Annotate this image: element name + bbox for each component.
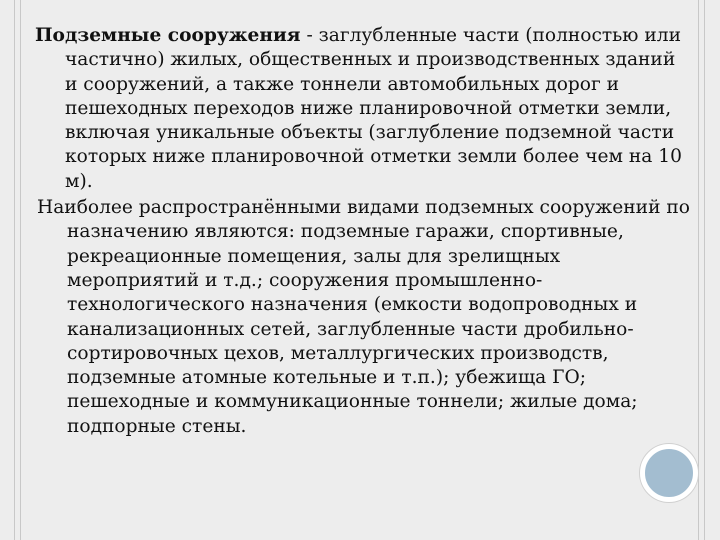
- definition-term: Подземные сооружения: [35, 25, 301, 46]
- left-frame-line: [14, 0, 15, 540]
- decorative-circle: [640, 444, 698, 502]
- right-frame-line: [698, 0, 699, 540]
- right-frame-line-inner: [704, 0, 705, 540]
- definition-text: - заглубленные части (полностью или частично) жилых, общественных и производственных зданий и сооружений, а также тоннели автомобильных дорог и пешеходных переходов ниже планировочной отметки земли, включая уникальные объекты (заглубление подземной части которых ниже планировочной отметки земли более чем на 10 м).: [65, 25, 682, 192]
- types-text: Наиболее распространёнными видами подземных сооружений по назначению являются: подземные гаражи, спортивные, рекреационные помещения, залы для зрелищных мероприятий и т.д.; сооружения промышленно-технологического назначения (емкости водопроводных и канализационных сетей, заглубленные части дробильно-сортировочных цехов, металлургических производств, подземные атомные котельные и т.п.); убежища ГО; пешеходные и коммуникационные тоннели; жилые дома; подпорные стены.: [37, 197, 690, 437]
- types-paragraph: [35, 196, 690, 439]
- slide-body: [35, 24, 690, 441]
- definition-paragraph: [35, 24, 690, 194]
- left-frame-line-inner: [20, 0, 21, 540]
